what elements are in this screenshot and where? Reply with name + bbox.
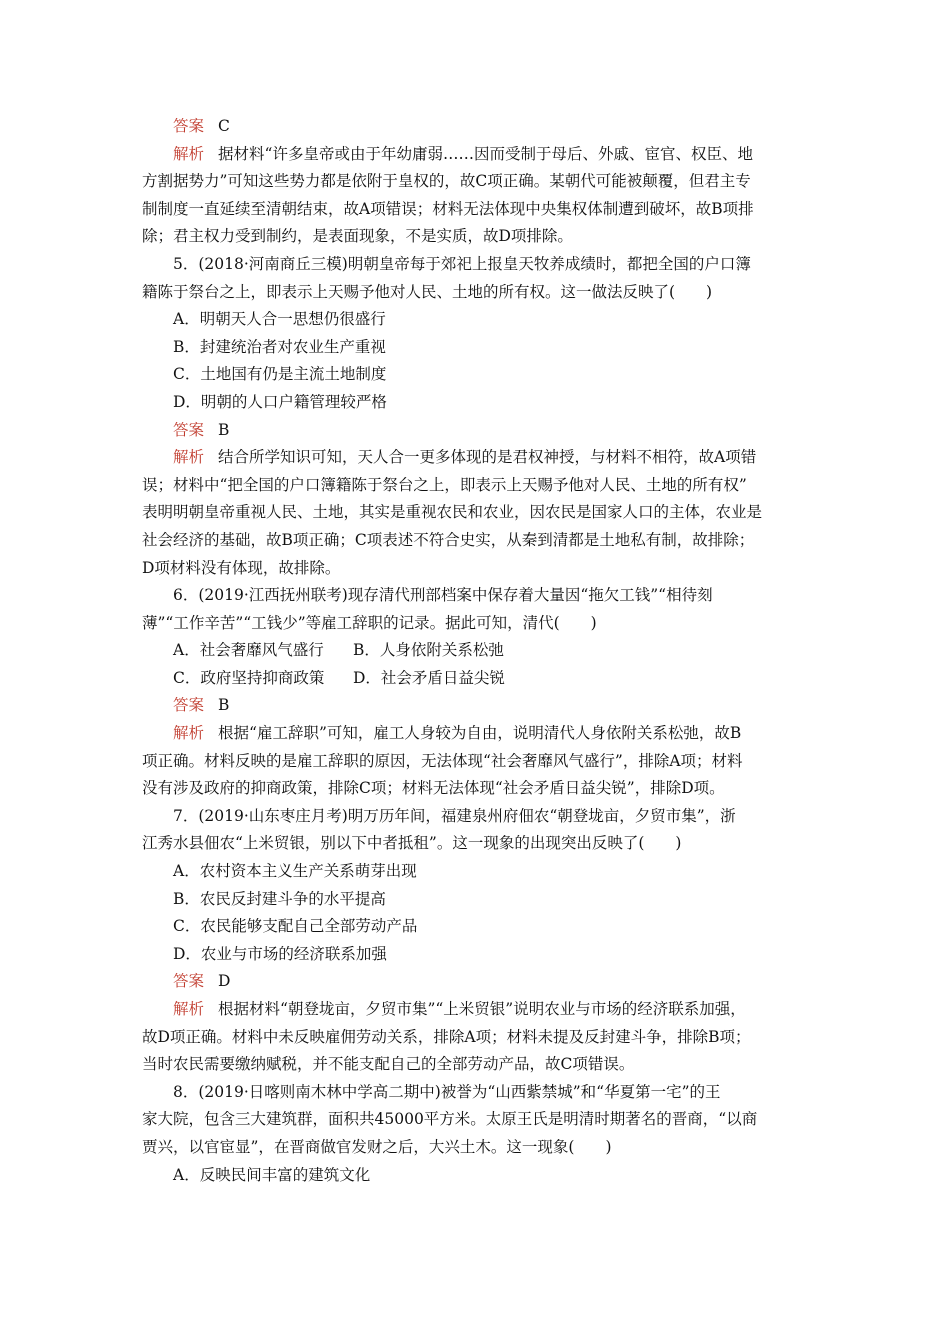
analysis-label: 解析 [173, 724, 205, 743]
answer-label: 答案 [173, 696, 205, 715]
q5-stem-line2: 籍陈于祭台之上，即表示上天赐予他对人民、土地的所有权。这一做法反映了( ) [142, 282, 713, 301]
q6-option-b: B．人身依附关系松弛 [353, 641, 504, 660]
q7-option-b: B．农民反封建斗争的水平提高 [173, 889, 386, 908]
analysis-text: 据材料“许多皇帝或由于年幼庸弱……因而受制于母后、外戚、宦官、权臣、地 [218, 144, 753, 163]
q4-analysis-line3: 制制度一直延续至清朝结束，故A项错误；材料无法体现中央集权体制遭到破坏，故B项排 [142, 199, 754, 218]
q7-answer-line [142, 968, 822, 996]
q6-analysis [142, 720, 822, 748]
q7-analysis [142, 996, 822, 1024]
q7-stem-line2: 江秀水县佃农“上米贸银，别以下中者抵租”。这一现象的出现突出反映了( ) [142, 834, 682, 853]
analysis-label: 解析 [173, 1000, 205, 1018]
q5-stem: 5．(2018·河南商丘三模)明朝皇帝每于郊祀上报皇天牧养成绩时，都把全国的户口簿 [173, 254, 751, 273]
q6-answer-line [142, 692, 822, 720]
q7-analysis-line2: 故D项正确。材料中未反映雇佣劳动关系，排除A项；材料未提及反封建斗争，排除B项； [142, 1027, 751, 1046]
q6-stem: 6．(2019·江西抚州联考)现存清代刑部档案中保存着大量因“拖欠工钱”“相待刻 [173, 586, 713, 605]
q4-analysis-line4: 除；君主权力受到制约，是表面现象，不是实质，故D项排除。 [142, 227, 573, 246]
q5-analysis [142, 444, 822, 472]
q6-analysis-line2: 项正确。材料反映的是雇工辞职的原因，无法体现“社会奢靡风气盛行”，排除A项；材料 [142, 751, 743, 770]
q6-option-a: A．社会奢靡风气盛行 [173, 641, 324, 660]
q6-option-c: C．政府坚持抑商政策 [173, 668, 325, 687]
q7-analysis-line3: 当时农民需要缴纳赋税，并不能支配自己的全部劳动产品，故C项错误。 [142, 1055, 635, 1074]
q6-options-row1 [142, 637, 822, 665]
q6-stem-line2: 薄”“工作辛苦”“工钱少”等雇工辞职的记录。据此可知，清代( ) [142, 613, 597, 632]
answer-label: 答案 [173, 420, 205, 439]
q4-analysis [142, 141, 822, 169]
q7-stem: 7．(2019·山东枣庄月考)明万历年间，福建泉州府佃农“朝登垅亩，夕贸市集”，浙 [173, 806, 736, 825]
q6-analysis-line3: 没有涉及政府的抑商政策，排除C项；材料无法体现“社会矛盾日益尖锐”，排除D项。 [142, 779, 725, 798]
answer-value: B [218, 420, 230, 439]
document-page [142, 113, 822, 1189]
q5-answer-line [142, 417, 822, 445]
answer-value: B [218, 696, 230, 715]
q8-stem-line2: 家大院，包含三大建筑群，面积共45000平方米。太原王氏是明清时期著名的晋商，“以商 [142, 1110, 758, 1129]
q8-option-a: A．反映民间丰富的建筑文化 [173, 1165, 371, 1184]
q6-option-d: D．社会矛盾日益尖锐 [353, 668, 505, 687]
answer-value: D [218, 972, 231, 991]
analysis-text: 根据“雇工辞职”可知，雇工人身较为自由，说明清代人身依附关系松弛，故B [218, 724, 742, 743]
q4-analysis-line2: 方割据势力”可知这些势力都是依附于皇权的，故C项正确。某朝代可能被颠覆，但君主专 [142, 172, 751, 191]
q5-option-d: D．明朝的人口户籍管理较严格 [173, 392, 387, 411]
answer-value: C [218, 117, 230, 135]
q4-answer-line [142, 113, 822, 141]
analysis-text: 结合所学知识可知，天人合一更多体现的是君权神授，与材料不相符，故A项错 [218, 448, 757, 467]
q5-option-c: C．土地国有仍是主流土地制度 [173, 365, 387, 384]
q5-analysis-line2: 误；材料中“把全国的户口簿籍陈于祭台之上，即表示上天赐予他对人民、土地的所有权” [142, 475, 747, 494]
q5-analysis-line4: 社会经济的基础，故B项正确；C项表述不符合史实，从秦到清都是土地私有制，故排除； [142, 530, 755, 549]
q8-stem-line3: 贾兴，以官宦显”，在晋商做官发财之后，大兴土木。这一现象( ) [142, 1137, 612, 1156]
q7-option-d: D．农业与市场的经济联系加强 [173, 944, 387, 963]
q6-options-row2 [142, 665, 822, 693]
q5-option-b: B．封建统治者对农业生产重视 [173, 337, 386, 356]
analysis-label: 解析 [173, 448, 205, 467]
q7-option-a: A．农村资本主义生产关系萌芽出现 [173, 862, 417, 881]
q7-option-c: C．农民能够支配自己全部劳动产品 [173, 917, 418, 936]
analysis-text: 根据材料“朝登垅亩，夕贸市集”“上米贸银”说明农业与市场的经济联系加强， [218, 1000, 746, 1018]
q8-stem: 8．(2019·日喀则南木林中学高二期中)被誉为“山西紫禁城”和“华夏第一宅”的王 [173, 1082, 721, 1101]
q5-analysis-line5: D项材料没有体现，故排除。 [142, 558, 341, 577]
analysis-label: 解析 [173, 144, 205, 163]
q5-analysis-line3: 表明明朝皇帝重视人民、土地，其实是重视农民和农业，因农民是国家人口的主体，农业是 [142, 503, 763, 522]
answer-label: 答案 [173, 972, 205, 991]
q5-option-a: A．明朝天人合一思想仍很盛行 [173, 310, 386, 329]
answer-label: 答案 [173, 117, 205, 135]
